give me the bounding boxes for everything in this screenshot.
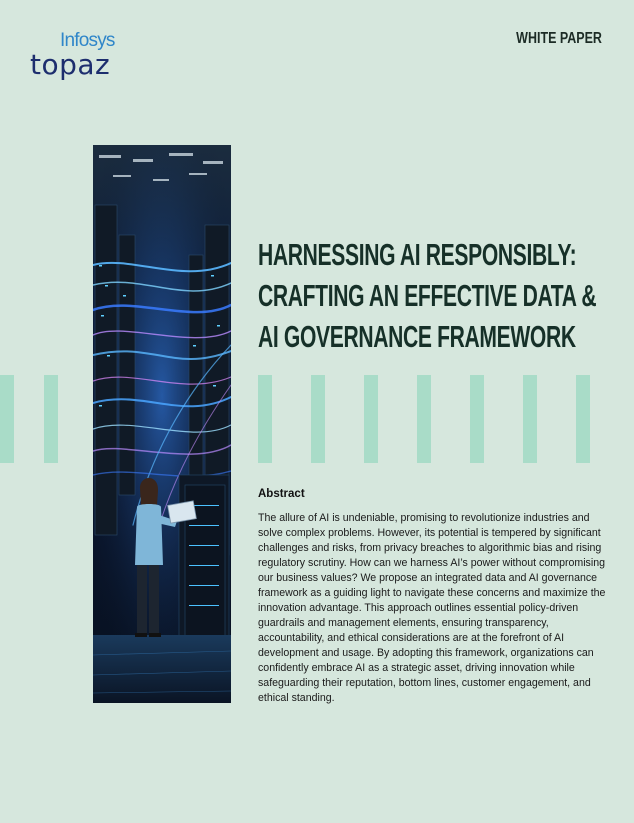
title-line: CRAFTING AN EFFECTIVE DATA & (258, 278, 597, 313)
decorative-stripe (44, 375, 58, 463)
abstract-body: The allure of AI is undeniable, promising to revolutionize industries and solve complex problems. However, its potential is tempered by significant challenges and risks, from privacy breaches to algorithmic bias and rising regulatory scrutiny. How can we harness AI’s power without compromising our business values? We propose an integrated data and AI governance framework as a guiding light to navigate these concerns and maximize the innovation advantage. This approach outlines essential policy-driven guardrails and management elements, ensuring transparency, accountability, and ethical considerations are at the forefront of AI development and usage. By adopting this framework, organizations can confidently embrace AI as a strategic asset, driving innovation while safeguarding their reputation, bottom lines, customer engagement, and ethical standing. (258, 512, 606, 704)
document-type-label: WHITE PAPER (516, 30, 602, 47)
infosys-topaz-logo (30, 30, 120, 86)
decorative-stripe (576, 375, 590, 463)
decorative-stripe (311, 375, 325, 463)
cover-photo-data-center (93, 145, 231, 703)
title-line: AI GOVERNANCE FRAMEWORK (258, 319, 576, 354)
decorative-stripe (364, 375, 378, 463)
page-title (258, 234, 596, 357)
decorative-stripe (417, 375, 431, 463)
logo-topaz-text: topaz (30, 48, 111, 81)
decorative-stripe (523, 375, 537, 463)
decorative-stripe (0, 375, 14, 463)
title-line: HARNESSING AI RESPONSIBLY: (258, 237, 577, 272)
logo-infosys-text: Infosys (60, 30, 115, 51)
decorative-stripe (258, 375, 272, 463)
abstract-heading: Abstract (258, 488, 305, 500)
decorative-stripe (470, 375, 484, 463)
